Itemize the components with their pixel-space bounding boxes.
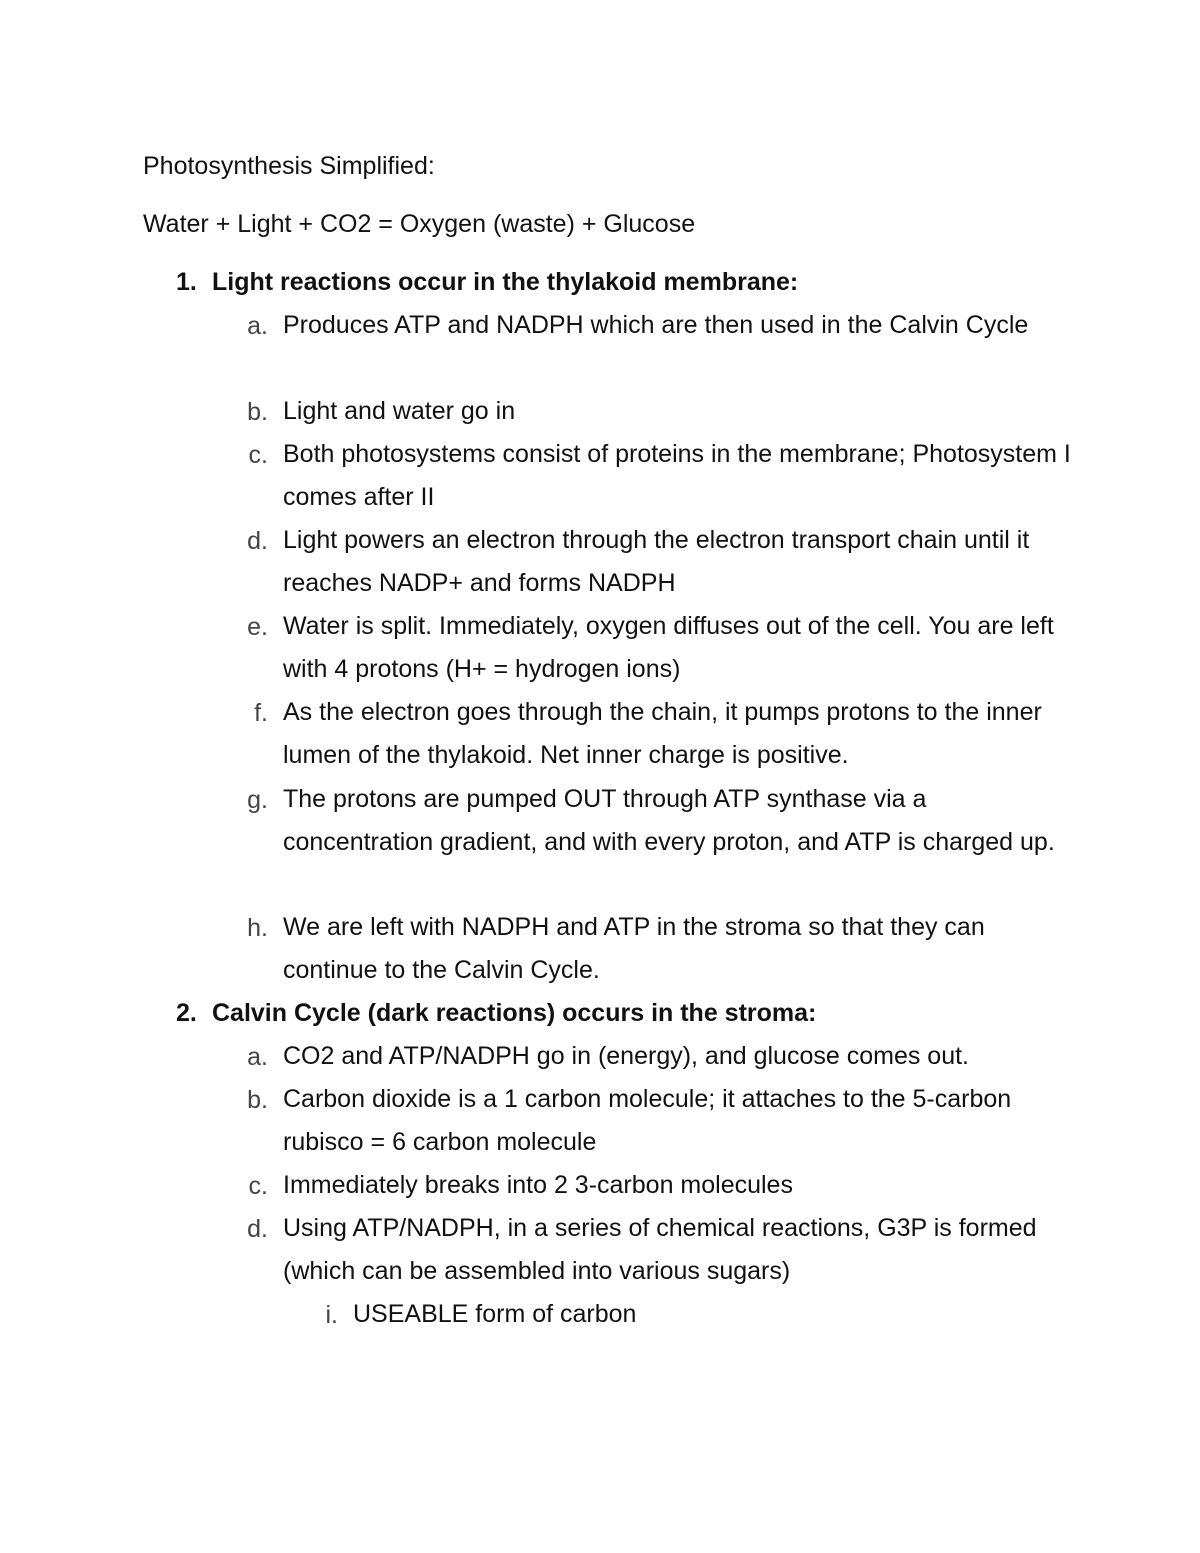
section-heading: Light reactions occur in the thylakoid membrane: xyxy=(212,268,799,296)
document-title: Photosynthesis Simplified: xyxy=(143,152,435,180)
list-item: As the electron goes through the chain, it pumps protons to the inner lumen of the thylakoid. Net inner charge is positive. xyxy=(283,698,1042,770)
list-item: The protons are pumped OUT through ATP synthase via a concentration gradient, and with every proton, and ATP is charged up. xyxy=(283,785,1055,857)
list-item: Light powers an electron through the electron transport chain until it reaches NADP+ and forms NADPH xyxy=(283,526,1030,598)
section-number: 1. xyxy=(176,268,197,296)
list-item: Carbon dioxide is a 1 carbon molecule; it attaches to the 5-carbon rubisco = 6 carbon molecule xyxy=(283,1085,1012,1157)
list-marker: b. xyxy=(247,398,268,426)
photosynthesis-equation: Water + Light + CO2 = Oxygen (waste) + Glucose xyxy=(143,210,696,238)
list-item: Both photosystems consist of proteins in the membrane; Photosystem I comes after II xyxy=(283,440,1071,512)
sublist-item: USEABLE form of carbon xyxy=(353,1300,637,1328)
list-marker: d. xyxy=(247,1215,268,1243)
section-number: 2. xyxy=(176,999,197,1027)
list-marker: d. xyxy=(247,527,268,555)
list-item: Immediately breaks into 2 3-carbon molecules xyxy=(283,1171,793,1199)
list-marker: a. xyxy=(247,312,268,340)
list-marker: a. xyxy=(247,1043,268,1071)
list-marker: e. xyxy=(247,613,268,641)
list-item: Produces ATP and NADPH which are then used in the Calvin Cycle xyxy=(283,311,1029,339)
section-heading: Calvin Cycle (dark reactions) occurs in the stroma: xyxy=(212,999,817,1027)
list-marker: c. xyxy=(248,441,268,469)
list-marker: b. xyxy=(247,1086,268,1114)
sublist-marker: i. xyxy=(325,1301,338,1329)
list-item: Light and water go in xyxy=(283,397,516,425)
list-marker: g. xyxy=(247,786,268,814)
list-item: Water is split. Immediately, oxygen diffuses out of the cell. You are left with 4 protons (H+ = hydrogen ions) xyxy=(283,612,1054,684)
list-marker: h. xyxy=(247,914,268,942)
list-marker: f. xyxy=(254,699,268,727)
list-item: Using ATP/NADPH, in a series of chemical reactions, G3P is formed (which can be assembled into various sugars) xyxy=(283,1214,1037,1286)
list-item: We are left with NADPH and ATP in the stroma so that they can continue to the Calvin Cycle. xyxy=(283,913,985,985)
list-marker: c. xyxy=(248,1172,268,1200)
list-item: CO2 and ATP/NADPH go in (energy), and glucose comes out. xyxy=(283,1042,969,1070)
